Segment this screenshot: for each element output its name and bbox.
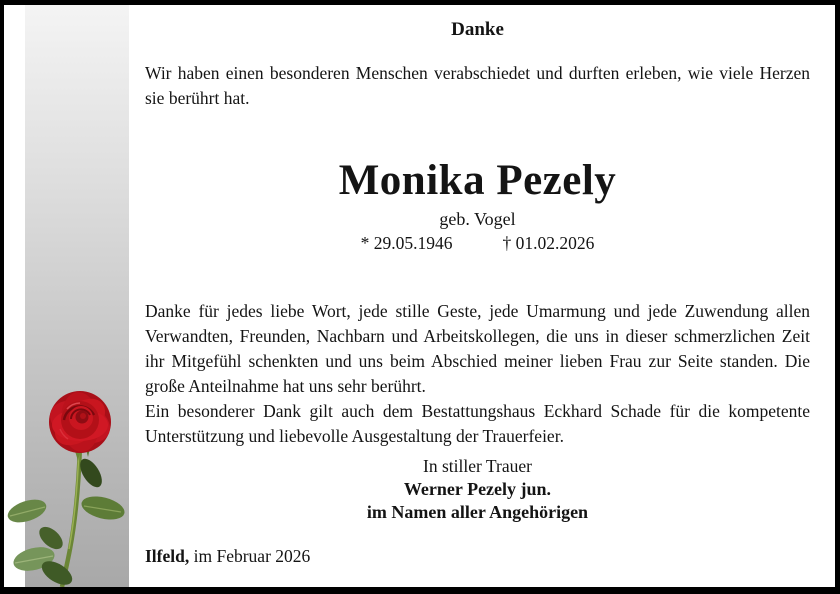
thanks-paragraph-1: Danke für jedes liebe Wort, jede stille Geste, jede Umarmung und jede Zuwendung allen Verwandten, Freunden, Nachbarn und Arbeitskollegen, die uns in dieser schmerzlichen Zeit ihr Mitgefühl schenkten und uns beim Abschied meiner lieben Frau zur Seite standen. Die große Anteilnahme hat uns sehr berührt.: [145, 301, 810, 396]
deceased-name: Monika Pezely: [338, 157, 617, 204]
notice-title: Danke: [451, 19, 504, 40]
place-name: Ilfeld,: [145, 546, 190, 566]
mourning-intro: In stiller Trauer: [423, 456, 532, 476]
thanks-text: [145, 299, 810, 449]
rose-graphic: [4, 377, 134, 587]
thanks-paragraph-2: Ein besonderer Dank gilt auch dem Bestattungshaus Eckhard Schade für die kompetente Unterstützung und liebevolle Ausgestaltung der Trauerfeier.: [145, 401, 810, 446]
date-line: im Februar 2026: [193, 546, 311, 566]
death-date: † 01.02.2026: [502, 233, 595, 253]
birth-date: * 29.05.1946: [360, 233, 453, 253]
place-date-line: [145, 546, 310, 567]
mourner-suffix: im Namen aller Angehörigen: [366, 502, 589, 522]
maiden-name: geb. Vogel: [439, 209, 516, 229]
life-dates: [145, 231, 810, 255]
deceased-block: [145, 157, 810, 255]
intro-text: Wir haben einen besonderen Menschen verabschiedet und durften erleben, wie viele Herzen sie berührt hat.: [145, 63, 810, 108]
mourner-name: Werner Pezely jun.: [403, 479, 552, 499]
rose-icon: [4, 377, 134, 587]
signature-block: [145, 455, 810, 524]
